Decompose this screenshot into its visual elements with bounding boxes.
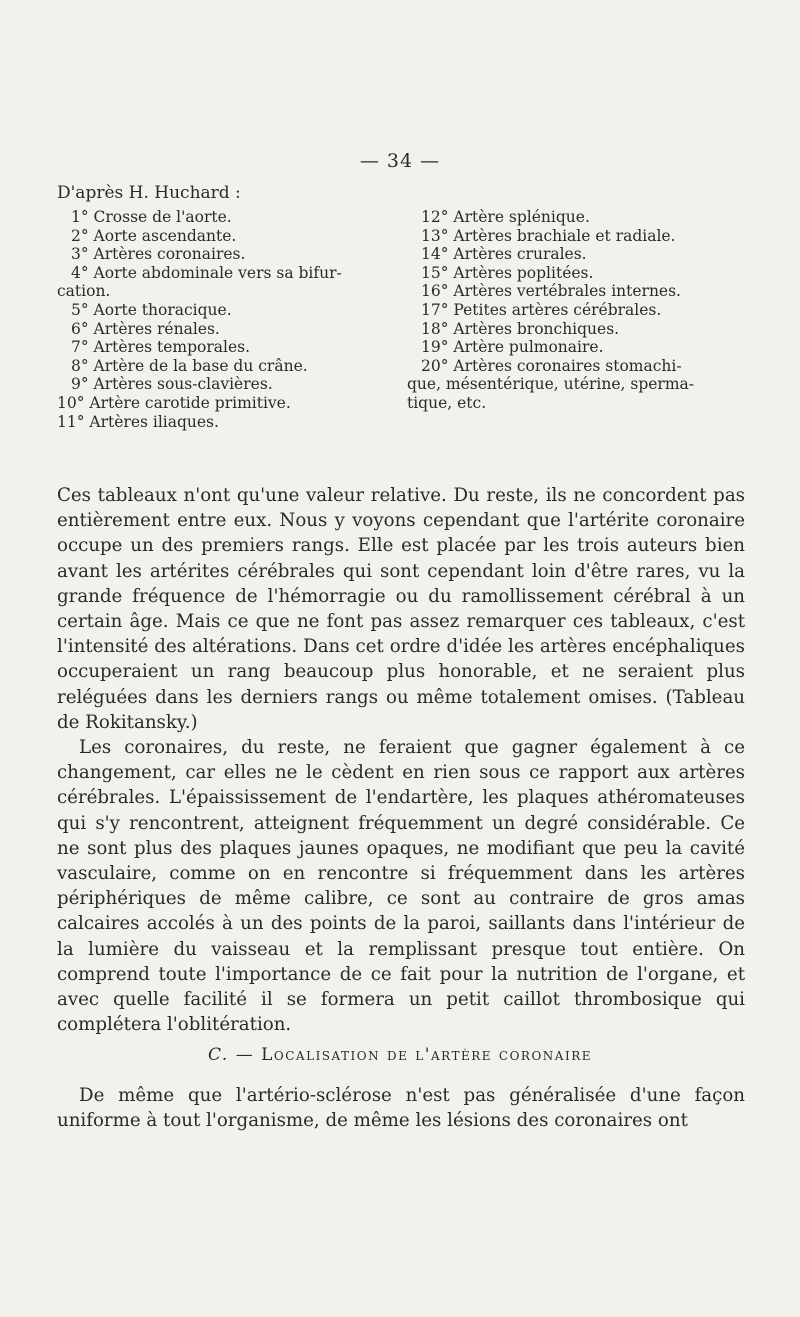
closing-text [57,1083,745,1133]
list-item: cation. [57,282,111,301]
list-item: 13° Artères brachiale et radiale. [421,226,676,245]
list-item: 19° Artère pulmonaire. [421,338,604,357]
list-item: 1° Crosse de l'aorte. [71,208,232,226]
paragraph: Ces tableaux n'ont qu'une valeur relative. Du reste, ils ne concordent pas entièrement entre eux. Nous y voyons cependant que l'artérite coronaire occupe un des premiers rangs. Elle est placée par les trois auteurs bien avant les artérites cérébrales qui sont cependant loin d'être rares, vu la grande fréquence de l'hémorragie ou du ramollissement cérébral à un certain âge. Mais ce que ne font pas assez remarquer ces tableaux, c'est l'intensité des altérations. Dans cet ordre d'idée les artères encéphaliques occuperaient un rang beaucoup plus honorable, et ne seraient plus reléguées dans les derniers rangs ou même totalement omises. (Tableau de Rokitansky.) [57,485,745,733]
list-item: 11° Artères iliaques. [57,412,219,431]
list-item: 20° Artères coronaires stomachi- [421,356,682,375]
list-item: 14° Artères crurales. [421,245,587,264]
list-item: tique, etc. [407,393,487,412]
list-item: 5° Aorte thoracique. [71,300,232,319]
section-dash: — [235,1045,255,1065]
list-item: 10° Artère carotide primitive. [57,393,291,412]
list-item: 4° Aorte abdominale vers sa bifur- [71,263,342,282]
list-item: 7° Artères temporales. [71,338,251,357]
section-letter: C. [208,1045,229,1065]
paragraph: De même que l'artério-sclérose n'est pas généralisée d'une façon uniforme à tout l'organisme, de même les lésions des coronaires ont [57,1085,745,1132]
list-item: 12° Artère splénique. [421,208,590,226]
page-number: — 34 — [359,150,441,172]
list-item: 8° Artère de la base du crâne. [71,356,308,375]
intro-line: D'après H. Huchard : [57,183,241,203]
list-item: 17° Petites artères cérébrales. [421,300,662,319]
right-list [407,208,742,413]
paragraph: Les coronaires, du reste, ne feraient que gagner également à ce changement, car elles ne le cèdent en rien sous ce rapport aux artères cérébrales. L'épaississement de l'endartère, les plaques athéromateuses qui s'y rencontrent, atteignent fréquemment un degré considérable. Ce ne sont plus des plaques jaunes opaques, ne modifiant que peu la cavité vasculaire, comme on en rencontre si fréquemment dans les artères périphériques de même calibre, ce sont au contraire de gros amas calcaires accolés à un des points de la paroi, saillants dans l'intérieur de la lumière du vaisseau et la remplissant presque tout entière. On comprend toute l'importance de ce fait pour la nutrition de l'organe, et avec quelle facilité il se formera un petit caillot thrombosique qui complétera l'oblitération. [57,737,745,1036]
list-item: 18° Artères bronchiques. [421,319,620,338]
list-item: 6° Artères rénales. [71,319,220,338]
list-item: 16° Artères vertébrales internes. [421,282,681,301]
list-item: 9° Artères sous-clavières. [71,375,273,394]
list-item: 3° Artères coronaires. [71,245,246,264]
body-text [57,483,745,1037]
left-list [57,208,392,431]
list-item: que, mésentérique, utérine, sperma- [407,375,695,394]
section-heading [0,1045,800,1065]
section-title: Localisation de l'artère coronaire [261,1045,592,1065]
list-item: 2° Aorte ascendante. [71,226,237,245]
list-item: 15° Artères poplitées. [421,263,594,282]
